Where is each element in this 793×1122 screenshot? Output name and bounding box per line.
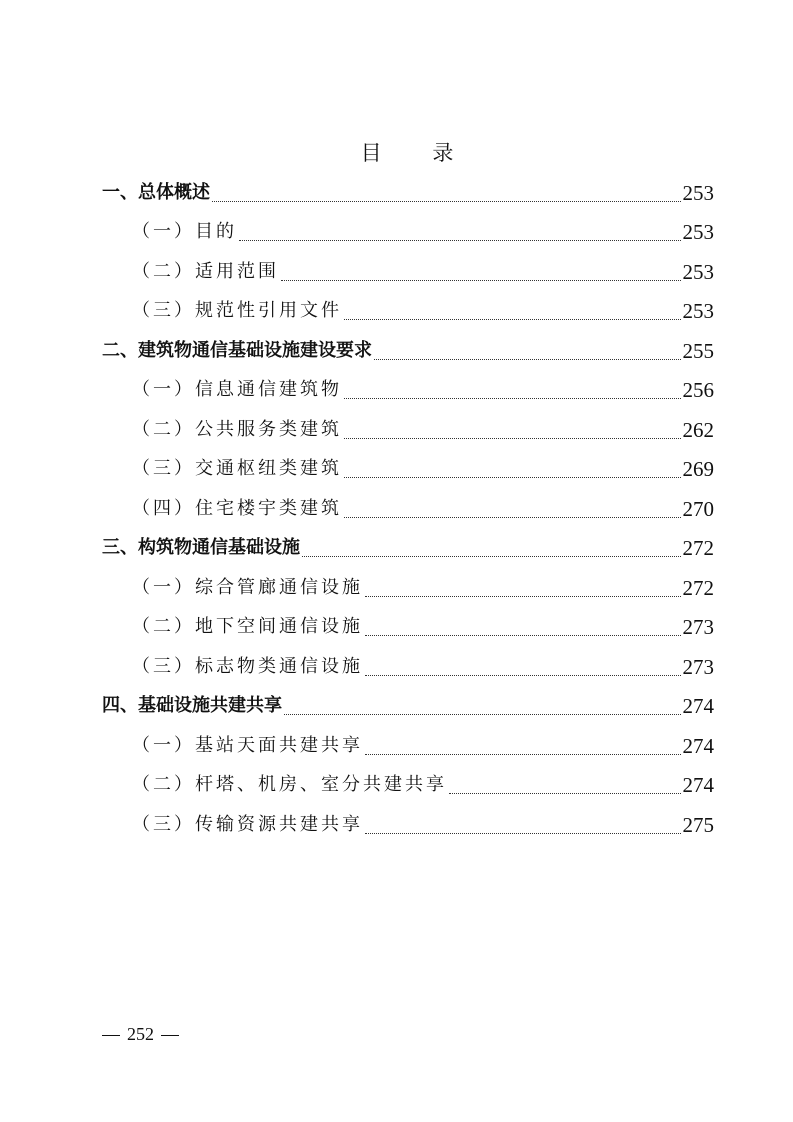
dot-leader	[365, 823, 681, 834]
toc-entry[interactable]	[0, 450, 793, 490]
toc-entry[interactable]	[0, 292, 793, 332]
toc-entry-page-number: 273	[682, 615, 714, 640]
dot-leader	[281, 270, 681, 281]
toc-entry-page-number: 253	[682, 220, 714, 245]
toc-entry[interactable]	[0, 568, 793, 608]
toc-entry-label: （四）住宅楼宇类建筑	[132, 497, 342, 519]
dot-leader	[374, 349, 681, 360]
dot-leader	[344, 507, 681, 518]
toc-entry-page-number: 270	[682, 496, 714, 521]
toc-entry-label: （三）规范性引用文件	[132, 300, 342, 322]
toc-entry-page-number: 256	[682, 378, 714, 403]
toc-entry-label: （一）综合管廊通信设施	[132, 576, 363, 598]
dot-leader	[365, 586, 681, 597]
toc-entry[interactable]	[0, 529, 793, 569]
toc-entry[interactable]	[0, 252, 793, 292]
toc-entry-page-number: 255	[682, 338, 714, 363]
toc-entry-label: （一）目的	[132, 221, 237, 243]
toc-entry-label: （二）杆塔、机房、室分共建共享	[132, 774, 447, 796]
toc-entry[interactable]	[0, 647, 793, 687]
dot-leader	[302, 546, 681, 557]
toc-entry[interactable]	[0, 173, 793, 213]
toc-entry-page-number: 253	[682, 180, 714, 205]
dot-leader	[344, 309, 681, 320]
toc-entry[interactable]	[0, 410, 793, 450]
toc-entry[interactable]	[0, 489, 793, 529]
toc-entry-page-number: 273	[682, 654, 714, 679]
toc-entry-label: 四、基础设施共建共享	[102, 695, 282, 717]
footer-dash-right	[161, 1035, 179, 1036]
toc-entry-label: （一）基站天面共建共享	[132, 734, 363, 756]
toc-entry-page-number: 274	[682, 733, 714, 758]
dot-leader	[344, 388, 681, 399]
toc-entry-page-number: 269	[682, 457, 714, 482]
toc-entry[interactable]	[0, 371, 793, 411]
toc-entry-page-number: 272	[682, 575, 714, 600]
toc-entry-label: （三）交通枢纽类建筑	[132, 458, 342, 480]
dot-leader	[284, 704, 681, 715]
dot-leader	[344, 428, 681, 439]
toc-entry-label: （二）地下空间通信设施	[132, 616, 363, 638]
toc-entry-label: （二）公共服务类建筑	[132, 418, 342, 440]
toc-entry-label: （一）信息通信建筑物	[132, 379, 342, 401]
toc-entry-page-number: 274	[682, 694, 714, 719]
dot-leader	[365, 665, 681, 676]
page-footer	[102, 1022, 179, 1046]
toc-entry[interactable]	[0, 331, 793, 371]
dot-leader	[239, 230, 681, 241]
toc-entry-page-number: 262	[682, 417, 714, 442]
toc-entry-label: （二）适用范围	[132, 260, 279, 282]
toc-entry-label: （三）传输资源共建共享	[132, 813, 363, 835]
toc-entry[interactable]	[0, 805, 793, 845]
table-of-contents	[0, 173, 793, 845]
toc-entry[interactable]	[0, 687, 793, 727]
toc-entry-page-number: 253	[682, 299, 714, 324]
dot-leader	[344, 467, 681, 478]
dot-leader	[449, 783, 681, 794]
dot-leader	[212, 191, 681, 202]
toc-entry[interactable]	[0, 213, 793, 253]
footer-dash-left	[102, 1035, 120, 1036]
toc-entry-page-number: 253	[682, 259, 714, 284]
toc-entry-label: 一、总体概述	[102, 181, 210, 203]
dot-leader	[365, 625, 681, 636]
toc-entry-label: （三）标志物类通信设施	[132, 655, 363, 677]
toc-entry-page-number: 272	[682, 536, 714, 561]
toc-entry-page-number: 274	[682, 773, 714, 798]
toc-entry[interactable]	[0, 726, 793, 766]
toc-entry-label: 三、构筑物通信基础设施	[102, 537, 300, 559]
toc-entry[interactable]	[0, 608, 793, 648]
toc-entry[interactable]	[0, 766, 793, 806]
toc-entry-label: 二、建筑物通信基础设施建设要求	[102, 339, 372, 361]
toc-title: 目 录	[360, 141, 476, 165]
footer-page-number: 252	[127, 1024, 154, 1044]
dot-leader	[365, 744, 681, 755]
toc-entry-page-number: 275	[682, 812, 714, 837]
